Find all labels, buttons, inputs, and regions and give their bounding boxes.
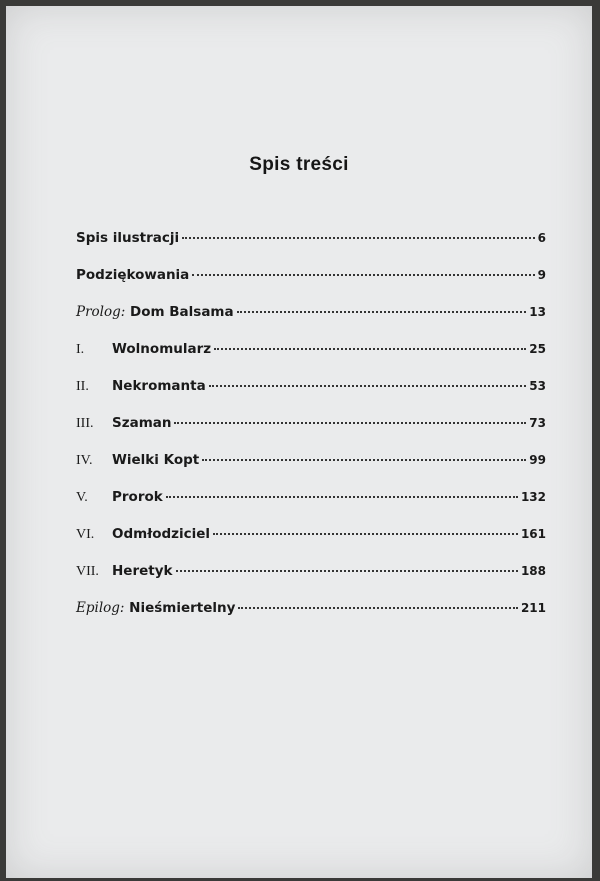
toc-entry xyxy=(76,378,546,415)
toc-label xyxy=(76,304,234,320)
toc-entry xyxy=(76,600,546,637)
toc-chapter-number: II. xyxy=(76,379,89,394)
table-of-contents xyxy=(76,230,546,637)
toc-page-number: 73 xyxy=(529,416,546,430)
toc-prefix: Epilog: xyxy=(76,600,125,616)
toc-chapter-number: I. xyxy=(76,342,85,357)
toc-entry xyxy=(76,563,546,600)
toc-label: Spis ilustracji xyxy=(76,230,180,246)
toc-page-number: 132 xyxy=(520,490,546,504)
toc-leader xyxy=(209,385,527,387)
page-title: Spis treści xyxy=(249,154,349,175)
toc-label: Odmłodziciel xyxy=(112,526,211,542)
toc-label: Nekromanta xyxy=(112,378,206,394)
toc-entry xyxy=(76,415,546,452)
toc-chapter-number: VII. xyxy=(76,564,99,579)
toc-page-number: 25 xyxy=(529,342,546,356)
toc-entry xyxy=(76,489,546,526)
toc-label-text: Nieśmiertelny xyxy=(129,600,236,616)
toc-page-number: 9 xyxy=(537,268,546,282)
toc-leader xyxy=(214,348,526,350)
toc-entry xyxy=(76,452,546,489)
toc-page-number: 161 xyxy=(520,527,546,541)
toc-label: Wielki Kopt xyxy=(112,452,200,468)
toc-page-number: 6 xyxy=(537,231,546,245)
toc-page-number: 211 xyxy=(520,601,546,615)
toc-label: Wolnomularz xyxy=(112,341,212,357)
toc-entry xyxy=(76,341,546,378)
toc-page-number: 188 xyxy=(520,564,546,578)
toc-leader xyxy=(238,607,518,609)
toc-leader xyxy=(166,496,518,498)
toc-entry xyxy=(76,526,546,563)
toc-page-number: 99 xyxy=(529,453,546,467)
toc-leader xyxy=(176,570,518,572)
toc-leader xyxy=(182,237,535,239)
toc-label-text: Dom Balsama xyxy=(130,304,234,320)
book-page xyxy=(6,6,592,878)
toc-label xyxy=(76,600,235,616)
toc-leader xyxy=(213,533,518,535)
toc-page-number: 13 xyxy=(529,305,546,319)
toc-leader xyxy=(237,311,527,313)
toc-leader xyxy=(202,459,526,461)
toc-entry xyxy=(76,230,546,267)
toc-label: Podziękowania xyxy=(76,267,190,283)
toc-label: Szaman xyxy=(112,415,172,431)
toc-chapter-number: III. xyxy=(76,416,94,431)
toc-page-number: 53 xyxy=(529,379,546,393)
toc-chapter-number: IV. xyxy=(76,453,93,468)
toc-chapter-number: V. xyxy=(76,490,88,505)
toc-entry xyxy=(76,304,546,341)
toc-prefix: Prolog: xyxy=(76,304,126,320)
toc-leader xyxy=(192,274,534,276)
toc-leader xyxy=(174,422,526,424)
toc-chapter-number: VI. xyxy=(76,527,95,542)
toc-label: Heretyk xyxy=(112,563,173,579)
toc-entry xyxy=(76,267,546,304)
toc-label: Prorok xyxy=(112,489,163,505)
